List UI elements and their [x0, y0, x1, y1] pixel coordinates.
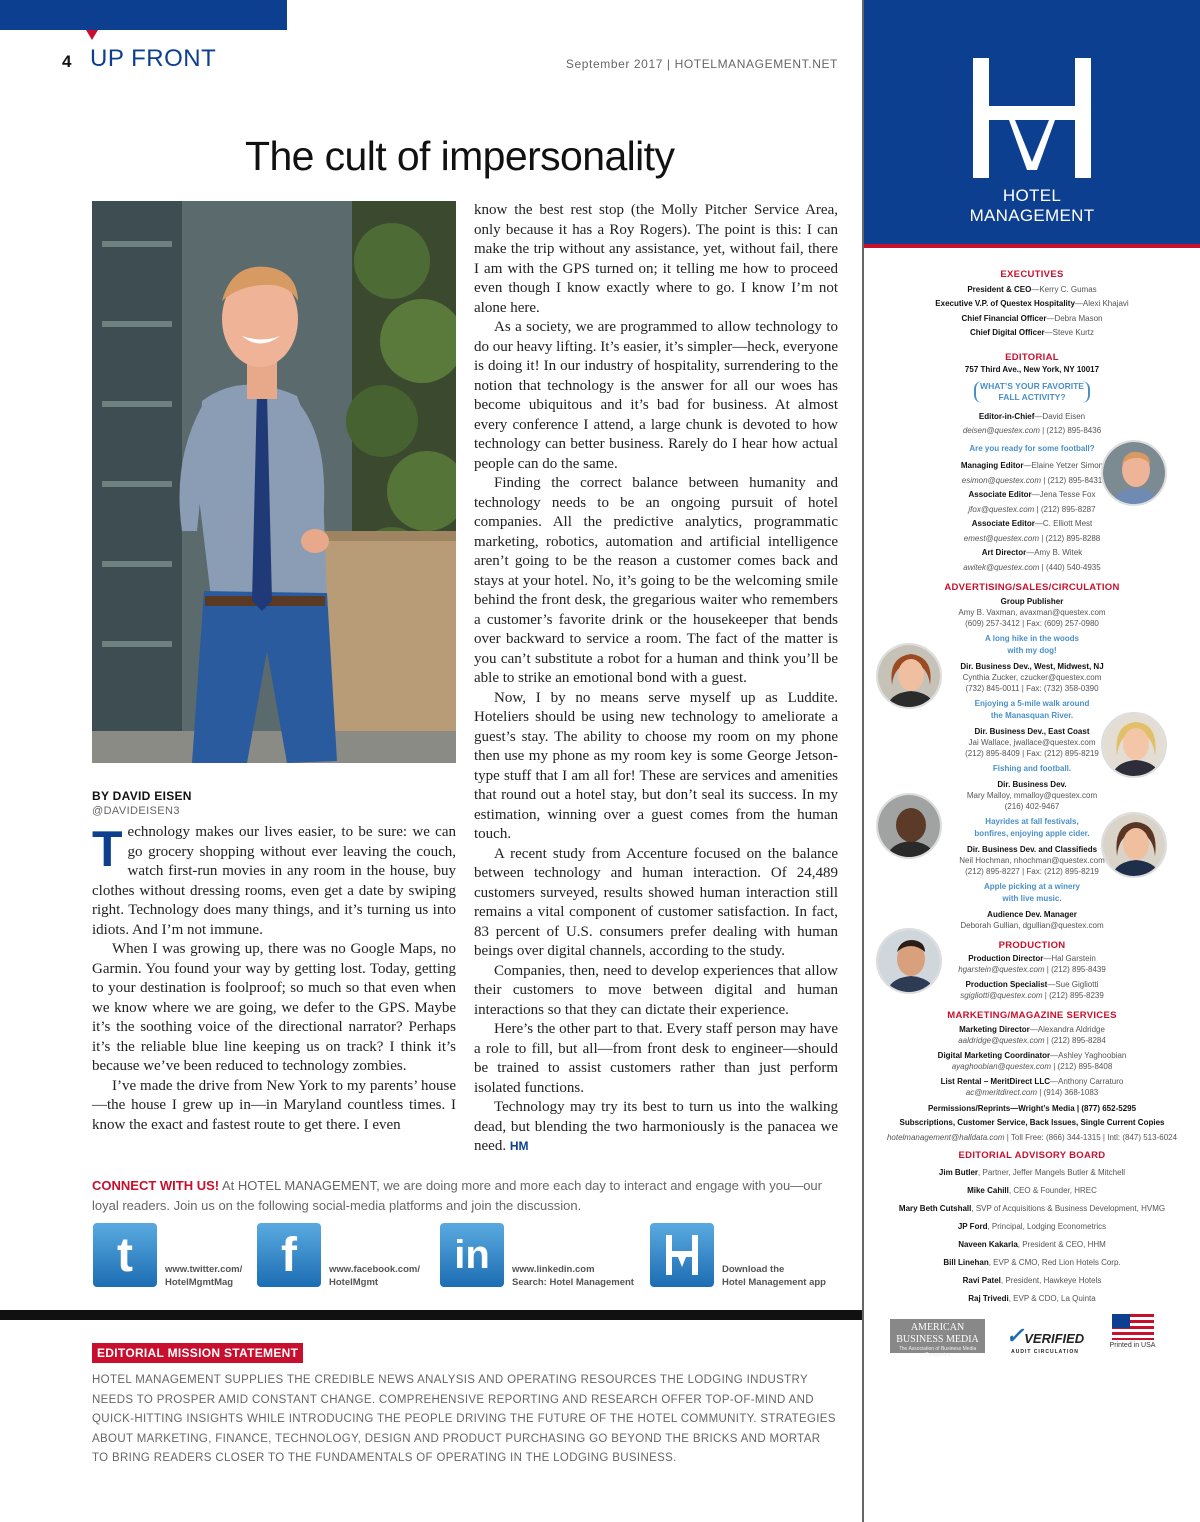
staff-entry: Associate Editor—C. Elliott Mest emest@questex.com | (212) 895-8288 — [963, 519, 1101, 543]
article-column-right — [474, 201, 838, 1157]
top-accent-bar — [0, 0, 287, 30]
staff-entry: Editor-in-Chief—David Eisen deisen@questex.com | (212) 895-8436 — [962, 411, 1102, 435]
production-heading: PRODUCTION — [998, 939, 1066, 951]
section-title: UP FRONT — [90, 45, 217, 72]
brand-block — [864, 0, 1200, 248]
staff-entry: President & CEO—Kerry C. Gumas — [967, 284, 1097, 294]
article-column-left — [92, 823, 456, 1135]
article-headline: The cult of impersonality — [245, 133, 675, 179]
staff-entry: Associate Editor—Jena Tesse Fox jfox@questex.com | (212) 895-8287 — [968, 490, 1096, 514]
american-business-media-logo: AMERICAN BUSINESS MEDIA The Association of Business Media Companies — [890, 1319, 985, 1353]
staff-entry: List Rental – MeritDirect LLC—Anthony Carraturo ac@meritdirect.com | (914) 368-1083 — [940, 1076, 1124, 1097]
advisory-member: Mary Beth Cutshall, SVP of Acquisitions & Business Development, HVMG — [898, 1203, 1166, 1213]
sales-heading: ADVERTISING/SALES/CIRCULATION — [944, 582, 1120, 593]
hm-logo-icon — [967, 58, 1097, 178]
article-paragraph: Companies, then, need to develop experiences that allow their customers to move between digital and human interactions so that they can dictate their experience. — [474, 962, 838, 1018]
staff-entry: Managing Editor—Elaine Yetzer Simon esimon@questex.com | (212) 895-8431 — [960, 461, 1104, 485]
author-photo — [92, 201, 456, 763]
avatar — [1101, 812, 1167, 878]
avatar — [876, 928, 942, 994]
top-accent-marker — [86, 30, 98, 40]
staff-entry: Group Publisher Amy B. Vaxman, avaxman@questex.com (609) 257-3412 | Fax: (609) 257-0980 — [958, 596, 1106, 628]
verified-audit-logo: ✓VERIFIED AUDIT CIRCULATION — [1005, 1322, 1085, 1355]
avatar — [876, 643, 942, 709]
advisory-member: Bill Linehan, EVP & CMO, Red Lion Hotels Corp. — [943, 1257, 1121, 1267]
staff-entry: Digital Marketing Coordinator—Ashley Yaghoobian ayaghoobian@questex.com | (212) 895-8408 — [937, 1050, 1127, 1071]
brand-name: HOTEL MANAGEMENT — [969, 186, 1095, 225]
article-paragraph: Technology makes our lives easier, to be sure: we can go grocery shopping without ever leaving the couch, watch first-run movies in any room in the house, buy clothes without dressing rooms, even get a date by swiping right. Technology does many things, and it’s turning us into idiots. And I’m not immune. — [92, 821, 456, 938]
us-flag-icon — [1112, 1314, 1154, 1340]
staff-entry: Production Specialist—Sue Gigliotti sgigliotti@questex.com | (212) 895-8239 — [960, 980, 1104, 1000]
dateline: September 2017 | HOTELMANAGEMENT.NET — [565, 57, 838, 71]
editorial-heading: EDITORIAL — [1005, 351, 1059, 363]
staff-answer: Are you ready for some football? — [969, 443, 1095, 453]
page-number: 4 — [62, 52, 72, 71]
article-paragraph: A recent study from Accenture focused on the balance between technology and human interaction. Of 24,489 customers surveyed, results showed human interaction still remains a vital component of customer satisfaction. In fact, 83 percent of U.S. consumers prefer dealing with human beings over digital channels, according to the study. — [474, 845, 838, 959]
article-paragraph: Now, I by no means serve myself up as Luddite. Hoteliers should be using new technology to ameliorate a guest’s stay. The ability to choose my room on my phone then use my phone as my room key is some George Jetson-type stuff that I am all for! These are services and amenities that round out a hotel stay, but don’t seal its success. In my estimation, winning over a guest comes from the human touch. — [474, 689, 838, 842]
permissions-line: Permissions/Reprints—Wright’s Media | (877) 652-5295 — [927, 1103, 1137, 1113]
advisory-member: Naveen Kakarla, President & CEO, HHM — [958, 1239, 1106, 1249]
question-callout: WHAT’S YOUR FAVORITE FALL ACTIVITY? — [876, 381, 1188, 406]
article-paragraph: I’ve made the drive from New York to my parents’ house—the house I grew up in—in Maryland countless times. I know the exact and fastest route to get there. I even — [92, 1077, 456, 1133]
staff-entry: Dir. Business Dev., West, Midwest, NJ Cynthia Zucker, czucker@questex.com (732) 845-0011 | Fax: (732) 358-0390 — [960, 661, 1104, 693]
drop-cap: T — [92, 821, 123, 877]
staff-answer: Hayrides at fall festivals, bonfires, enjoying apple cider. — [974, 816, 1090, 838]
author-byline: BY DAVID EISEN — [92, 789, 192, 803]
advisory-list — [876, 1164, 1188, 1308]
executives-heading: EXECUTIVES — [1000, 269, 1064, 280]
staff-entry: Marketing Director—Alexandra Aldridge aaldridge@questex.com | (212) 895-8284 — [958, 1024, 1106, 1045]
advisory-heading: EDITORIAL ADVISORY BOARD — [958, 1150, 1106, 1161]
connect-promo — [92, 1176, 832, 1216]
marketing-heading: MARKETING/MAGAZINE SERVICES — [947, 1010, 1117, 1021]
facebook-icon[interactable]: f — [257, 1223, 321, 1287]
article-paragraph: Here’s the other part to that. Every staff person may have a role to fill, but all—from front desk to engineer—should be trained to assist customers rather than just perform isolated functions. — [474, 1021, 838, 1096]
advisory-member: Mike Cahill, CEO & Founder, HREC — [967, 1185, 1097, 1195]
editorial-address: 757 Third Ave., New York, NY 10017 — [964, 365, 1100, 374]
avatar — [1101, 440, 1167, 506]
linkedin-icon[interactable]: in — [440, 1223, 504, 1287]
end-mark: HM — [509, 1139, 529, 1153]
staff-entry: Chief Digital Officer—Steve Kurtz — [969, 328, 1095, 337]
advisory-member: Raj Trivedi, EVP & CDO, La Quinta — [968, 1293, 1096, 1303]
avatar — [1101, 712, 1167, 778]
staff-entry: Dir. Business Dev. Mary Malloy, mmalloy@questex.com (216) 402-9467 — [966, 779, 1098, 811]
advisory-member: JP Ford, Principal, Lodging Econometrics — [957, 1221, 1107, 1231]
advisory-member: Jim Butler, Partner, Jeffer Mangels Butler & Mitchell — [938, 1167, 1126, 1177]
staff-entry: Art Director—Amy B. Witek awitek@questex.com | (440) 540-4935 — [963, 548, 1101, 572]
subscriptions-contact: hotelmanagement@halldata.com | Toll Free: (866) 344-1315 | Intl: (847) 513-6024 — [886, 1132, 1178, 1142]
author-handle[interactable]: @DAVIDEISEN3 — [92, 805, 180, 817]
twitter-icon[interactable]: t — [93, 1223, 157, 1287]
connect-title: CONNECT WITH US! — [92, 1178, 220, 1193]
mission-text: HOTEL MANAGEMENT SUPPLIES THE CREDIBLE NEWS ANALYSIS AND OPERATING RESOURCES THE LODGING INDUSTRY NEEDS TO PROSPER AMID CONSTANT CHANGE. COMPREHENSIVE REPORTING AND RESEARCH OFFER TOP-OF-MIND AND QUICK-HITTING INSIGHTS WHILE INTRODUCING THE PEOPLE DRIVING THE FUTURE OF THE HOTEL COMMUNITY. STRATEGIES ABOUT MARKETING, FINANCE, TECHNOLOGY, DESIGN AND PRODUCT PURCHASING GO BEYOND THE BRICKS AND MORTAR TO BRING READERS CLOSER TO THE FUNDAMENTALS OF OPERATING IN THE LODGING BUSINESS. — [92, 1374, 836, 1465]
avatar — [876, 793, 942, 859]
staff-entry: Chief Financial Officer—Debra Mason — [961, 313, 1103, 323]
footer-divider — [0, 1310, 862, 1320]
subscriptions-line: Subscriptions, Customer Service, Back Issues, Single Current Copies — [899, 1118, 1165, 1127]
staff-answer: Apple picking at a winery with live music. — [983, 881, 1081, 903]
printed-in-usa-logo: Printed in USA — [1105, 1314, 1160, 1354]
article-paragraph: Technology may try its best to turn us into the walking dead, but blending the two harmoniously is the panacea we need. HM — [474, 1099, 838, 1154]
staff-answer: A long hike in the woods with my dog! — [985, 633, 1079, 655]
masthead-sidebar — [862, 0, 1200, 1522]
staff-answer: Enjoying a 5-mile walk around the Manasquan River. — [974, 698, 1090, 720]
advisory-member: Ravi Patel, President, Hawkeye Hotels — [962, 1275, 1102, 1285]
article-paragraph: Finding the correct balance between humanity and technology needs to be an ongoing pursuit of hotel companies. All the predictive analytics, programmatic marketing, robotics, automation and artificial intelligence aren’t going to be the reason a customer comes back and stays at your hotel. No, it’s going to be the welcoming smile behind the front desk, the gregarious waiter who remembers a customer’s favorite drink or the housekeeper that bends over backward to service a room. The fact of the matter is you can’t substitute a robot for a human and think you’ll be able to strike an emotional bond with a guest. — [474, 475, 838, 686]
staff-entry: Dir. Business Dev., East Coast Jai Wallace, jwallace@questex.com (212) 895-8409 | Fax: (212) 895-8219 — [965, 726, 1099, 758]
article-paragraph: know the best rest stop (the Molly Pitcher Service Area, only because it has a Roy Rogers). The point is this: I can make the trip without any assistance, yet, without fail, there I am with the GPS turned on; it telling me how to proceed even though I know exactly where to go. I know I’m not alone here. — [474, 202, 838, 316]
hm-app-icon[interactable] — [650, 1223, 714, 1287]
connect-text: At HOTEL MANAGEMENT, we are doing more and more each day to interact and engage with you—our loyal readers. Join us on the following social-media platforms and join the discussion. — [92, 1178, 822, 1213]
staff-entry: Executive V.P. of Questex Hospitality—Alexi Khajavi — [935, 299, 1129, 308]
mission-title: EDITORIAL MISSION STATEMENT — [92, 1343, 303, 1363]
article-paragraph: When I was growing up, there was no Google Maps, no Garmin. You found your way by getting lost. Today, getting to your destination is foolproof; so much so that even when we know where we are going, we defer to the GPS. Maybe it’s the soothing voice of the directional narrator? Perhaps it’s the reliable blue line keeping us on track? I think it’s because we’ve been reduced to technology zombies. — [92, 941, 456, 1074]
staff-entry: Production Director—Hal Garstein hgarstein@questex.com | (212) 895-8439 — [958, 954, 1106, 974]
article-paragraph: As a society, we are programmed to allow technology to do our heavy lifting. It’s easier, it’s simpler—heck, everyone is doing it! In our industry of hospitality, surrendering to the notion that technology is the answer for all our woes has become ubiquitous and it’s bad for business. At almost every conference I attend, a large chunk is devoted to how technology can better business. Rarely do I hear how actual people can do the same. — [474, 319, 838, 472]
staff-entry: Audience Dev. Manager Deborah Gullian, dgullian@questex.com — [960, 909, 1104, 930]
staff-answer: Fishing and football. — [992, 763, 1072, 773]
membership-logos — [890, 1314, 1160, 1358]
staff-entry: Dir. Business Dev. and Classifieds Neil Hochman, nhochman@questex.com (212) 895-8227 | Fax: (212) 895-8219 — [959, 844, 1105, 876]
